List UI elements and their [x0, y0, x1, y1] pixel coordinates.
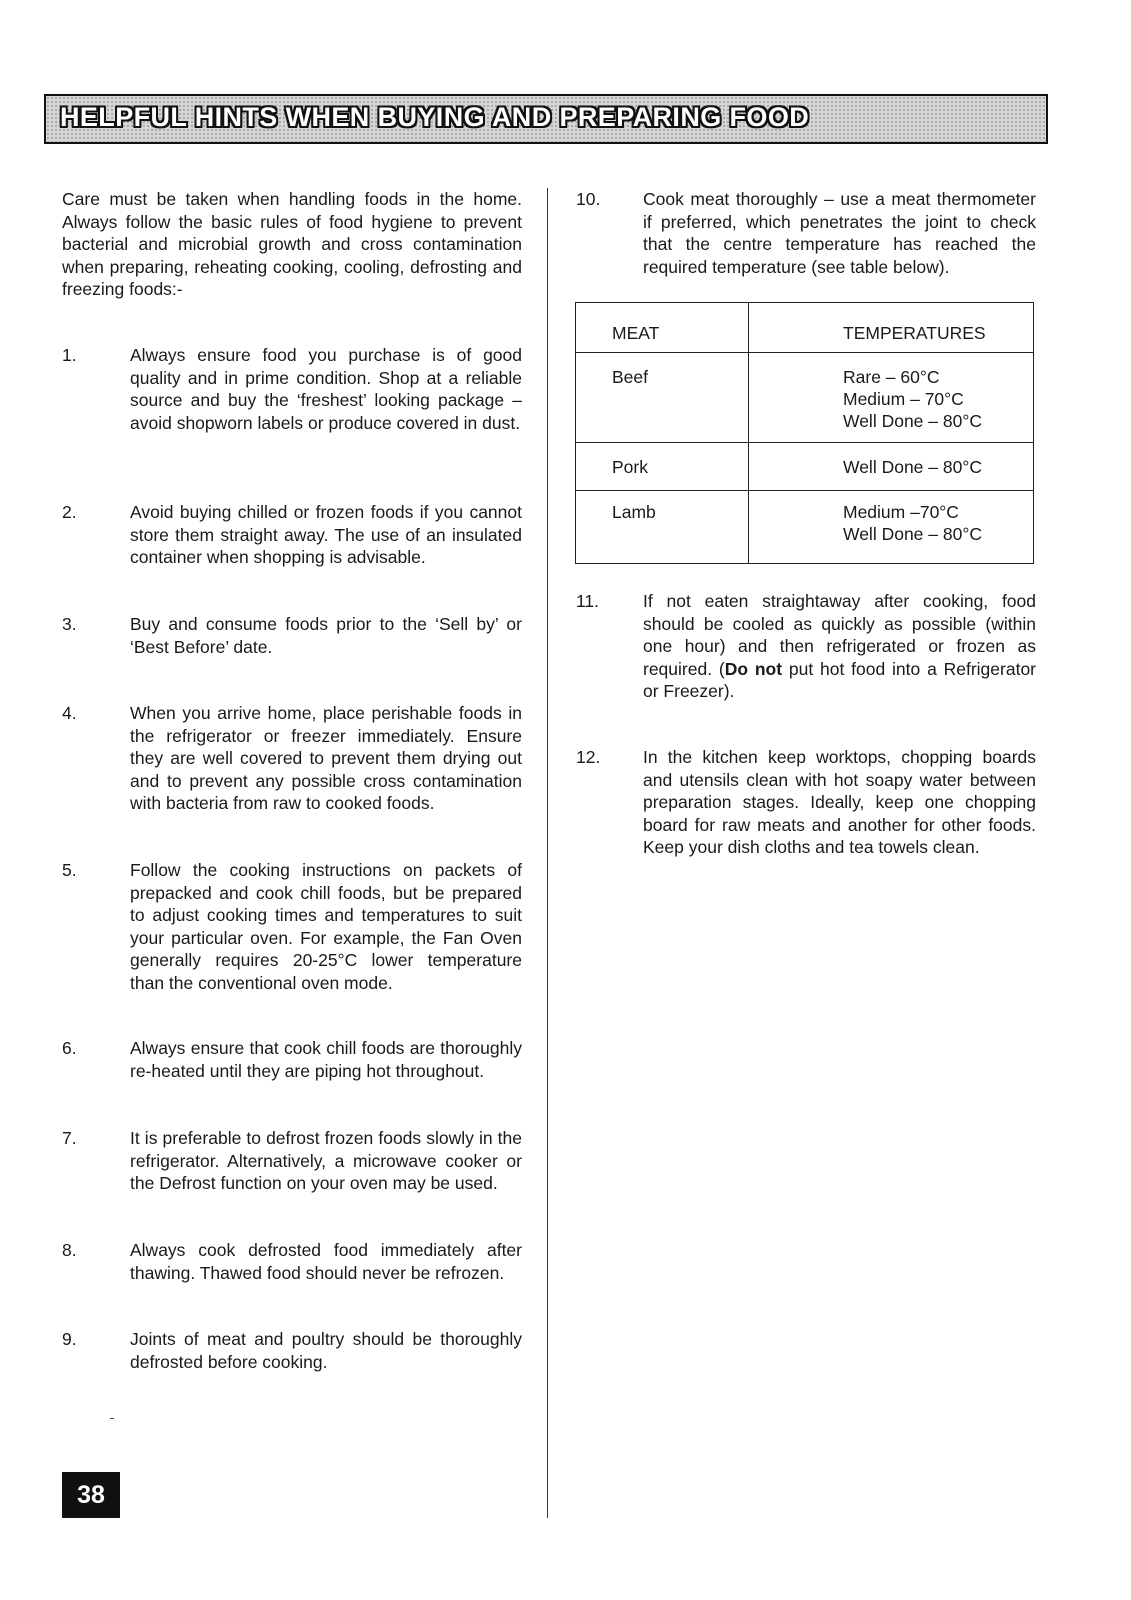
item-number: 12. [576, 747, 601, 767]
item-text: It is preferable to defrost frozen foods slowly in the refrigerator. Alternatively, a microwave cooker or the Defrost function on your oven may be used. [130, 1128, 522, 1193]
table-header-temperatures: TEMPERATURES [843, 323, 986, 343]
item-number: 9. [62, 1329, 77, 1349]
item-text: Follow the cooking instructions on packets of prepacked and cook chill foods, but be prepared to adjust cooking times and temperatures to suit your particular oven. For example, the Fan Oven generally requires 20-25°C lower temperature than the conventional oven mode. [130, 860, 522, 993]
meat-temperature-table [575, 302, 1034, 564]
stray-mark [110, 1418, 114, 1419]
table-cell-temp: Rare – 60°C [843, 367, 940, 387]
item-text: Joints of meat and poultry should be thoroughly defrosted before cooking. [130, 1329, 522, 1372]
emphasis-text: Do not [724, 658, 783, 679]
table-row-rule [576, 442, 1033, 443]
item-number: 7. [62, 1128, 77, 1148]
table-cell-temp: Medium –70°C [843, 502, 959, 522]
item-number: 10. [576, 189, 601, 209]
item-text: Always cook defrosted food immediately after thawing. Thawed food should never be refrozen. [130, 1240, 522, 1283]
title-banner [44, 94, 1048, 144]
table-cell-meat: Pork [612, 457, 648, 477]
table-cell-meat: Beef [612, 367, 648, 387]
intro-paragraph: Care must be taken when handling foods in the home. Always follow the basic rules of food hygiene to prevent bacterial and microbial growth and cross contamination when preparing, reheating cooking, cooling, defrosting and freezing foods:- [62, 189, 522, 299]
table-cell-meat: Lamb [612, 502, 656, 522]
item-number: 4. [62, 703, 77, 723]
table-cell-temp: Well Done – 80°C [843, 457, 982, 477]
item-number: 5. [62, 860, 77, 880]
table-row-rule [576, 352, 1033, 353]
item-text-part: put hot food into a Refrigerator or Freezer). [643, 658, 1037, 701]
item-text: In the kitchen keep worktops, chopping boards and utensils clean with hot soapy water between preparation stages. Ideally, keep one chopping board for raw meats and another for other foods. Keep your dish cloths and tea towels clean. [643, 747, 1036, 857]
item-text: Always ensure that cook chill foods are thoroughly re-heated until they are piping hot throughout. [130, 1038, 522, 1081]
table-cell-temp: Medium – 70°C [843, 389, 964, 409]
table-row-rule [576, 490, 1033, 491]
page-number: 38 [62, 1472, 120, 1518]
item-text: Always ensure food you purchase is of good quality and in prime condition. Shop at a reliable source and buy the ‘freshest’ looking package – avoid shopworn labels or produce covered in dust. [130, 345, 522, 433]
item-number: 1. [62, 345, 77, 365]
column-divider [547, 188, 548, 1518]
table-header-meat: MEAT [612, 323, 660, 343]
item-text-part: If not eaten straightaway after cooking, food should be cooled as quickly as possible (within one hour) and then refrigerated or frozen as required. ( [643, 591, 1036, 679]
table-column-rule [748, 303, 749, 563]
item-number: 11. [576, 591, 600, 611]
item-text: Avoid buying chilled or frozen foods if you cannot store them straight away. The use of an insulated container when shopping is advisable. [130, 502, 522, 567]
page-title: HELPFUL HINTS WHEN BUYING AND PREPARING FOOD [60, 102, 810, 132]
item-text: When you arrive home, place perishable foods in the refrigerator or freezer immediately. Ensure they are well covered to prevent them drying out and to prevent any possible cross contamination with bacteria from raw to cooked foods. [130, 703, 522, 813]
item-number: 8. [62, 1240, 77, 1260]
item-text: Buy and consume foods prior to the ‘Sell by’ or ‘Best Before’ date. [130, 614, 522, 657]
table-cell-temp: Well Done – 80°C [843, 524, 982, 544]
table-cell-temp: Well Done – 80°C [843, 411, 982, 431]
item-text [643, 590, 1036, 703]
item-number: 2. [62, 502, 77, 522]
item-number: 6. [62, 1038, 77, 1058]
item-number: 3. [62, 614, 77, 634]
item-text: Cook meat thoroughly – use a meat thermometer if preferred, which penetrates the joint to check that the centre temperature has reached the required temperature (see table below). [643, 189, 1036, 277]
